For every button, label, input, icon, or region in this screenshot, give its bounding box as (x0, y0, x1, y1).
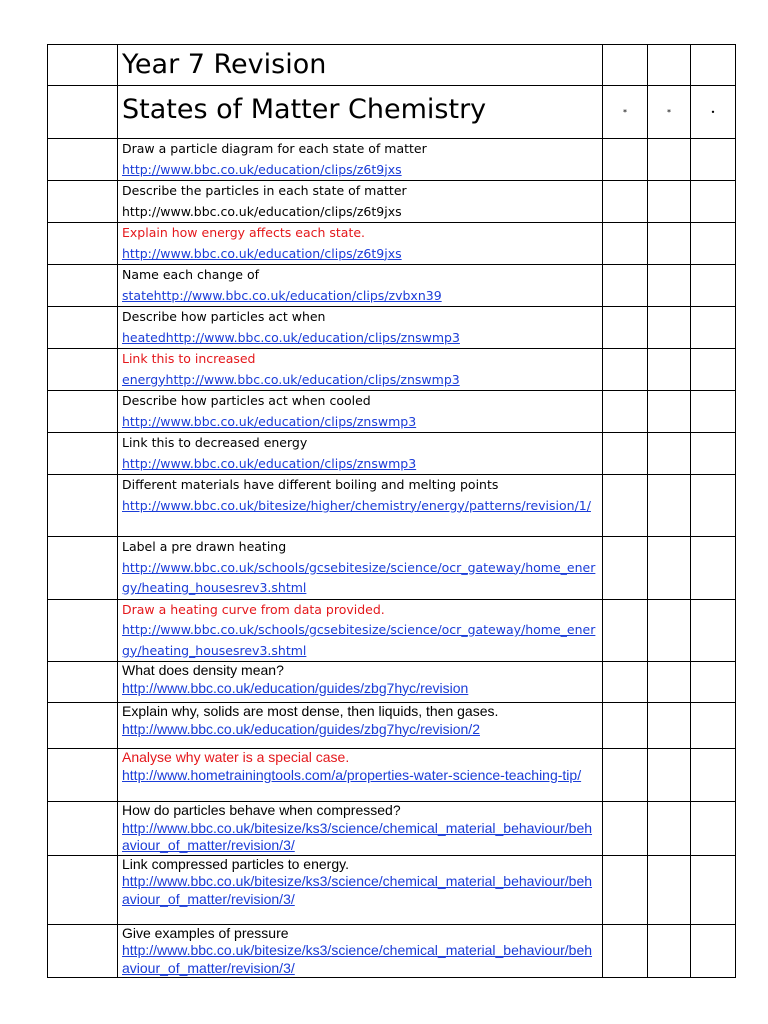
resource-link[interactable]: http://www.bbc.co.uk/bitesize/ks3/science/chemical_material_behaviour/behaviour_of_matter/revision/3/ (122, 942, 593, 976)
rating-cell[interactable] (603, 924, 648, 978)
rating-cell[interactable] (648, 391, 691, 433)
title-row-1 (48, 45, 736, 86)
task-cell (118, 391, 603, 433)
page-title: Year 7 Revision (118, 45, 603, 86)
rating-cell[interactable] (603, 181, 648, 223)
blank-cell (48, 86, 118, 139)
blank-cell (48, 265, 118, 307)
table-row (48, 391, 736, 433)
task-text: Label a pre drawn heating (122, 539, 287, 554)
rating-cell[interactable] (603, 223, 648, 265)
task-text: Explain why, solids are most dense, then liquids, then gases. (122, 703, 499, 719)
rating-cell[interactable] (648, 749, 691, 802)
resource-link[interactable]: heatedhttp://www.bbc.co.uk/education/clips/znswmp3 (122, 329, 460, 345)
task-text: Describe how particles act when (122, 309, 326, 324)
rating-cell[interactable] (648, 802, 691, 856)
rating-cell[interactable] (691, 45, 736, 86)
rating-symbol-2: * (648, 86, 691, 139)
rating-cell[interactable] (648, 599, 691, 662)
rating-cell[interactable] (648, 45, 691, 86)
task-text: Describe the particles in each state of matter (122, 183, 407, 198)
blank-cell (48, 139, 118, 181)
table-row (48, 307, 736, 349)
task-text: Different materials have different boiling and melting points (122, 477, 499, 492)
resource-link[interactable]: http://www.bbc.co.uk/schools/gcsebitesize/science/ocr_gateway/home_energy/heating_housesrev3.shtml (122, 559, 596, 595)
table-row (48, 349, 736, 391)
rating-cell[interactable] (603, 749, 648, 802)
blank-cell (48, 537, 118, 600)
blank-cell (48, 349, 118, 391)
rating-cell[interactable] (603, 855, 648, 924)
task-cell (118, 433, 603, 475)
blank-cell (48, 662, 118, 703)
table-row (48, 433, 736, 475)
table-row (48, 703, 736, 749)
task-cell (118, 349, 603, 391)
task-cell (118, 181, 603, 223)
rating-cell[interactable] (691, 703, 736, 749)
rating-cell[interactable] (648, 537, 691, 600)
blank-cell (48, 855, 118, 924)
rating-cell[interactable] (648, 433, 691, 475)
blank-cell (48, 181, 118, 223)
resource-link[interactable]: statehttp://www.bbc.co.uk/education/clips/zvbxn39 (122, 287, 442, 303)
task-text: What does density mean? (122, 662, 284, 678)
task-text: Draw a heating curve from data provided. (122, 601, 385, 617)
blank-cell (48, 307, 118, 349)
rating-cell[interactable] (603, 349, 648, 391)
task-text: Analyse why water is a special case. (122, 749, 350, 765)
rating-cell[interactable] (691, 599, 736, 662)
rating-cell[interactable] (603, 599, 648, 662)
blank-cell (48, 703, 118, 749)
rating-cell[interactable] (691, 924, 736, 978)
resource-link[interactable]: http://www.bbc.co.uk/education/clips/znswmp3 (122, 455, 417, 471)
rating-cell[interactable] (691, 662, 736, 703)
blank-cell (48, 749, 118, 802)
table-row (48, 223, 736, 265)
task-text: Link compressed particles to energy. (122, 855, 349, 872)
table-row (48, 662, 736, 703)
blank-cell (48, 924, 118, 978)
rating-cell[interactable] (648, 703, 691, 749)
rating-cell[interactable] (691, 537, 736, 600)
resource-link[interactable]: http://www.bbc.co.uk/education/clips/z6t9jxs (122, 245, 402, 261)
table-row (48, 139, 736, 181)
rating-cell[interactable] (691, 181, 736, 223)
blank-cell (48, 391, 118, 433)
rating-symbol-1: * (603, 86, 648, 139)
task-text: Name each change of (122, 267, 259, 282)
table-row (48, 924, 736, 978)
rating-cell[interactable] (691, 265, 736, 307)
resource-link: http://www.bbc.co.uk/education/clips/z6t9jxs (122, 203, 402, 219)
rating-cell[interactable] (648, 139, 691, 181)
rating-cell[interactable] (603, 475, 648, 537)
task-cell (118, 139, 603, 181)
blank-cell (48, 433, 118, 475)
task-cell (118, 599, 603, 662)
rating-cell[interactable] (691, 433, 736, 475)
rating-cell[interactable] (648, 307, 691, 349)
task-cell (118, 537, 603, 600)
resource-link[interactable]: http://www.hometrainingtools.com/a/properties-water-science-teaching-tip/ (122, 766, 582, 783)
task-cell (118, 703, 603, 749)
resource-link[interactable]: http://www.bbc.co.uk/schools/gcsebitesize/science/ocr_gateway/home_energy/heating_housesrev3.shtml (122, 622, 596, 658)
rating-cell[interactable] (603, 265, 648, 307)
blank-cell (48, 475, 118, 537)
resource-link[interactable]: http://www.bbc.co.uk/bitesize/higher/chemistry/energy/patterns/revision/1/ (122, 497, 591, 513)
table-row (48, 181, 736, 223)
task-text: Draw a particle diagram for each state of matter (122, 141, 427, 156)
rating-cell[interactable] (691, 802, 736, 856)
rating-cell[interactable] (648, 223, 691, 265)
rating-cell[interactable] (603, 45, 648, 86)
rating-cell[interactable] (691, 139, 736, 181)
rating-cell[interactable] (691, 855, 736, 924)
rating-cell[interactable] (691, 391, 736, 433)
resource-link[interactable]: http://www.bbc.co.uk/education/clips/znswmp3 (122, 413, 417, 429)
resource-link[interactable]: http://www.bbc.co.uk/bitesize/ks3/science/chemical_material_behaviour/behaviour_of_matter/revision/3/ (122, 819, 593, 853)
rating-cell[interactable] (691, 475, 736, 537)
rating-cell[interactable] (691, 307, 736, 349)
table-row (48, 537, 736, 600)
table-row (48, 855, 736, 924)
task-cell (118, 307, 603, 349)
task-text: Explain how energy affects each state. (122, 225, 366, 240)
blank-cell (48, 45, 118, 86)
task-cell (118, 749, 603, 802)
task-cell (118, 223, 603, 265)
task-text: Give examples of pressure (122, 924, 289, 941)
rating-cell[interactable] (648, 662, 691, 703)
rating-cell[interactable] (603, 703, 648, 749)
revision-table (47, 44, 736, 978)
rating-cell[interactable] (648, 181, 691, 223)
table-row (48, 749, 736, 802)
rating-cell[interactable] (603, 662, 648, 703)
rating-cell[interactable] (648, 924, 691, 978)
blank-cell (48, 599, 118, 662)
task-cell (118, 662, 603, 703)
rating-cell[interactable] (691, 349, 736, 391)
rating-symbol-3: • (691, 86, 736, 139)
task-cell (118, 265, 603, 307)
rating-cell[interactable] (648, 265, 691, 307)
rating-cell[interactable] (603, 433, 648, 475)
resource-link[interactable]: http://www.bbc.co.uk/bitesize/ks3/science/chemical_material_behaviour/behaviour_of_matter/revision/3/ (122, 873, 593, 907)
resource-link[interactable]: http://www.bbc.co.uk/education/guides/zbg7hyc/revision (122, 679, 469, 696)
task-cell (118, 924, 603, 978)
table-row (48, 475, 736, 537)
blank-cell (48, 223, 118, 265)
rating-cell[interactable] (691, 749, 736, 802)
task-cell (118, 802, 603, 856)
task-text: How do particles behave when compressed? (122, 802, 401, 818)
resource-link[interactable]: energyhttp://www.bbc.co.uk/education/clips/znswmp3 (122, 371, 460, 387)
task-cell (118, 475, 603, 537)
task-text: Link this to decreased energy (122, 435, 308, 450)
task-text: Describe how particles act when cooled (122, 393, 371, 408)
rating-cell[interactable] (603, 537, 648, 600)
rating-cell[interactable] (603, 802, 648, 856)
rating-cell[interactable] (648, 475, 691, 537)
resource-link[interactable]: http://www.bbc.co.uk/education/clips/z6t9jxs (122, 161, 402, 177)
resource-link[interactable]: http://www.bbc.co.uk/education/guides/zbg7hyc/revision/2 (122, 720, 480, 737)
task-cell (118, 855, 603, 924)
table-row (48, 802, 736, 856)
rating-cell[interactable] (603, 139, 648, 181)
title-row-2 (48, 86, 736, 139)
rating-cell[interactable] (603, 391, 648, 433)
rating-cell[interactable] (648, 349, 691, 391)
rating-cell[interactable] (691, 223, 736, 265)
task-text: Link this to increased (122, 351, 256, 366)
page-subtitle: States of Matter Chemistry (118, 86, 603, 139)
rating-cell[interactable] (648, 855, 691, 924)
table-row (48, 599, 736, 662)
table-row (48, 265, 736, 307)
rating-cell[interactable] (603, 307, 648, 349)
blank-cell (48, 802, 118, 856)
